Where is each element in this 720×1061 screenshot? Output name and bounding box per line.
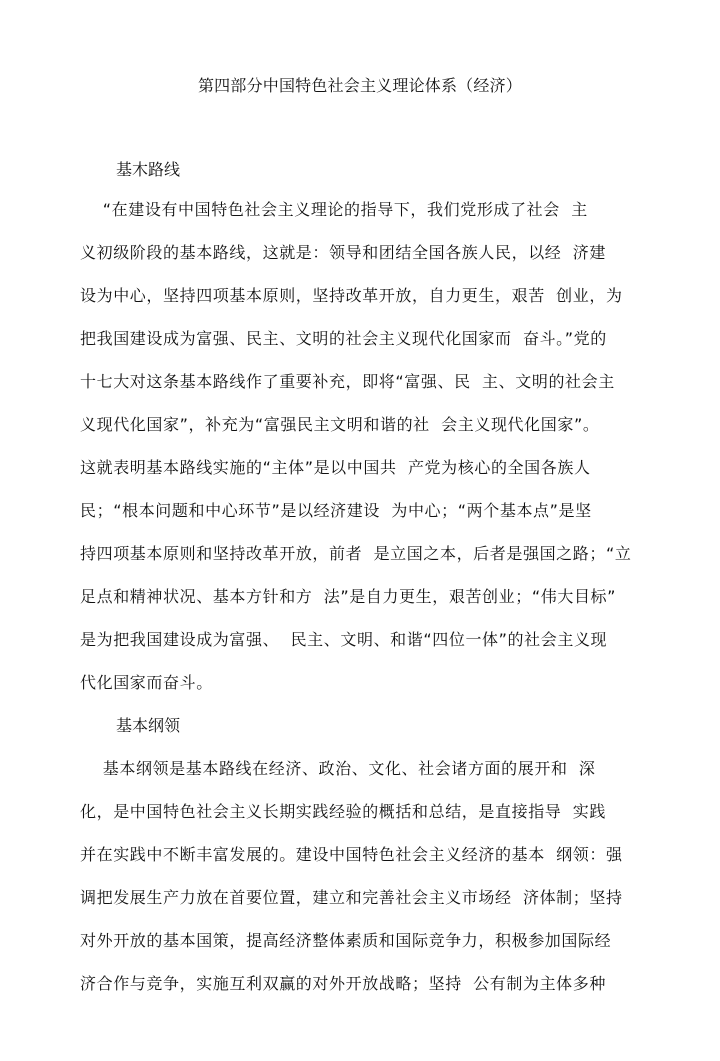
paragraph-line: 设为中心，坚持四项基本原则，坚持改革开放，自力更生，艰苦 创业，为	[80, 286, 623, 305]
paragraph-line: 调把发展生产力放在首要位置，建立和完善社会主义市场经 济体制；坚持	[80, 888, 623, 907]
document-title: 第四部分中国特色社会主义理论体系（经济）	[197, 76, 522, 95]
paragraph-line: 把我国建设成为富强、民主、文明的社会主义现代化国家而 奋斗。”党的	[80, 329, 607, 348]
paragraph-line: 义初级阶段的基本路线，这就是：领导和团结全国各族人民，以经 济建	[80, 243, 606, 262]
section-heading-basic-program: 基本纲领	[116, 716, 181, 735]
paragraph-line: 代化国家而奋斗。	[80, 673, 213, 692]
paragraph-line: 持四项基本原则和坚持改革开放，前者 是立国之本，后者是强国之路；“立	[80, 544, 632, 563]
paragraph-line: 十七大对这条基本路线作了重要补充，即将“富强、民 主、文明的社会主	[80, 372, 615, 391]
paragraph-line: 民；“根本问题和中心环节”是以经济建设 为中心；“两个基本点”是坚	[80, 501, 592, 520]
paragraph-line: 化，是中国特色社会主义长期实践经验的概括和总结，是直接指导 实践	[80, 802, 606, 821]
paragraph-line: 义现代化国家”，补充为“富强民主文明和谐的社 会主义现代化国家”。	[80, 415, 600, 434]
paragraph-line: 并在实践中不断丰富发展的。建设中国特色社会主义经济的基本 纲领：强	[80, 845, 623, 864]
paragraph-line: 是为把我国建设成为富强、 民主、文明、和谐“四位一体”的社会主义现	[80, 630, 608, 649]
paragraph-line: 济合作与竞争，实施互利双赢的对外开放战略；坚持 公有制为主体多种	[80, 974, 606, 993]
paragraph-line: 这就表明基本路线实施的“主体”是以中国共 产党为核心的全国各族人	[80, 458, 591, 477]
paragraph-line: “在建设有中国特色社会主义理论的指导下，我们党形成了社会 主	[80, 200, 588, 219]
section-heading-basic-line: 基木路线	[116, 160, 181, 179]
paragraph-line: 对外开放的基本国策，提高经济整体素质和国际竞争力，积极参加国际经	[80, 931, 612, 950]
paragraph-line: 足点和精神状况、基本方针和方 法”是自力更生，艰苦创业；“伟大目标”	[80, 587, 617, 606]
paragraph-line: 基本纲领是基本路线在经济、政治、文化、社会诸方面的展开和 深	[80, 759, 596, 778]
